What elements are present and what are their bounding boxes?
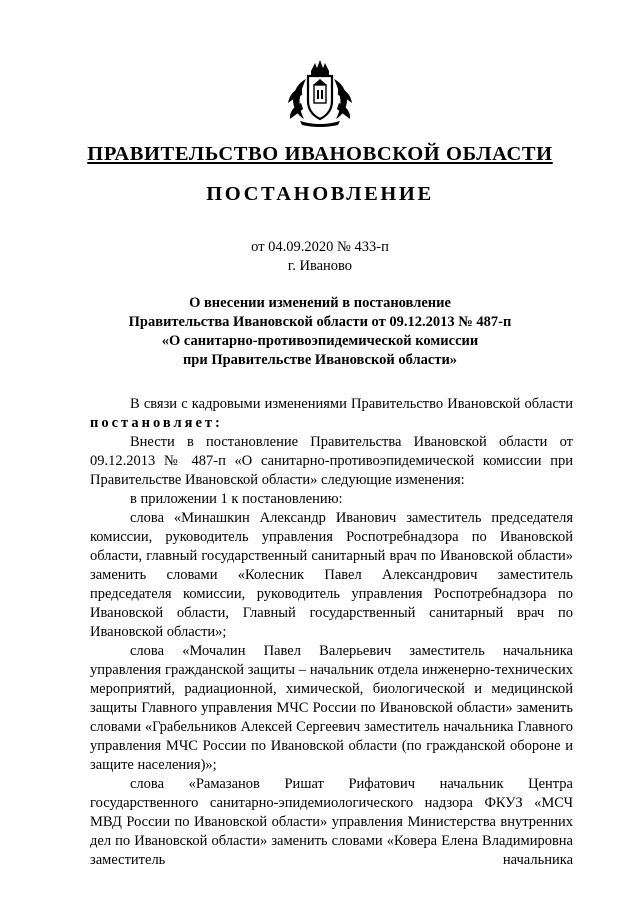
body-paragraph: Внести в постановление Правительства Ивановской области от 09.12.2013 № 487-п «О санитарно-противоэпидемической комиссии при Правительстве Ивановской области» следующие изменения:: [90, 434, 573, 488]
coat-of-arms-emblem: [284, 57, 356, 127]
body-paragraph-text: В связи с кадровыми изменениями Правительство Ивановской области: [130, 396, 573, 412]
body-paragraph: в приложении 1 к постановлению:: [130, 491, 343, 507]
document-city: г. Иваново: [287, 258, 353, 274]
subject-line: О внесении изменений в постановление: [189, 295, 451, 311]
document-type-heading: ПОСТАНОВЛЕНИЕ: [206, 183, 434, 205]
government-title: ПРАВИТЕЛЬСТВО ИВАНОВСКОЙ ОБЛАСТИ: [87, 143, 553, 165]
document-date-number: от 04.09.2020 № 433-п: [251, 239, 389, 255]
subject-line: «О санитарно-противоэпидемической комиссии: [161, 333, 479, 349]
document-body: [90, 395, 573, 870]
subject-line: Правительства Ивановской области от 09.12.2013 № 487-п: [128, 314, 512, 330]
body-paragraph: слова «Мочалин Павел Валерьевич заместитель начальника управления гражданской защиты – начальник отдела инженерно-технических мероприятий, радиационной, химической, биологической и медицинской защиты Главного управления МЧС России по Ивановской области» заменить словами «Грабельников Алексей Сергеевич заместитель начальника Главного управления МЧС России по Ивановской области (по гражданской обороне и защите населения)»;: [90, 643, 573, 773]
body-paragraph: слова «Рамазанов Ришат Рифатович начальник Центра государственного санитарно-эпидемиологического надзора ФКУЗ «МСЧ МВД России по Ивановской области» управления Министерства внутренних дел по Ивановской области» заменить словами «Ковера Елена Владимировна заместитель начальника: [90, 776, 573, 868]
subject-line: при Правительстве Ивановской области»: [182, 352, 458, 368]
body-paragraph: [90, 395, 573, 433]
decree-keyword: постановляет:: [90, 415, 223, 431]
body-paragraph: слова «Минашкин Александр Иванович заместитель председателя комиссии, руководитель управления Роспотребнадзора по Ивановской области, главный государственный санитарный врач по Ивановской области» заменить словами «Колесник Павел Александрович заместитель председателя комиссии, руководитель управления Роспотребнадзора по Ивановской области, Главный государственный санитарный врач по Ивановской области»;: [90, 510, 573, 640]
document-subject: [0, 294, 640, 370]
